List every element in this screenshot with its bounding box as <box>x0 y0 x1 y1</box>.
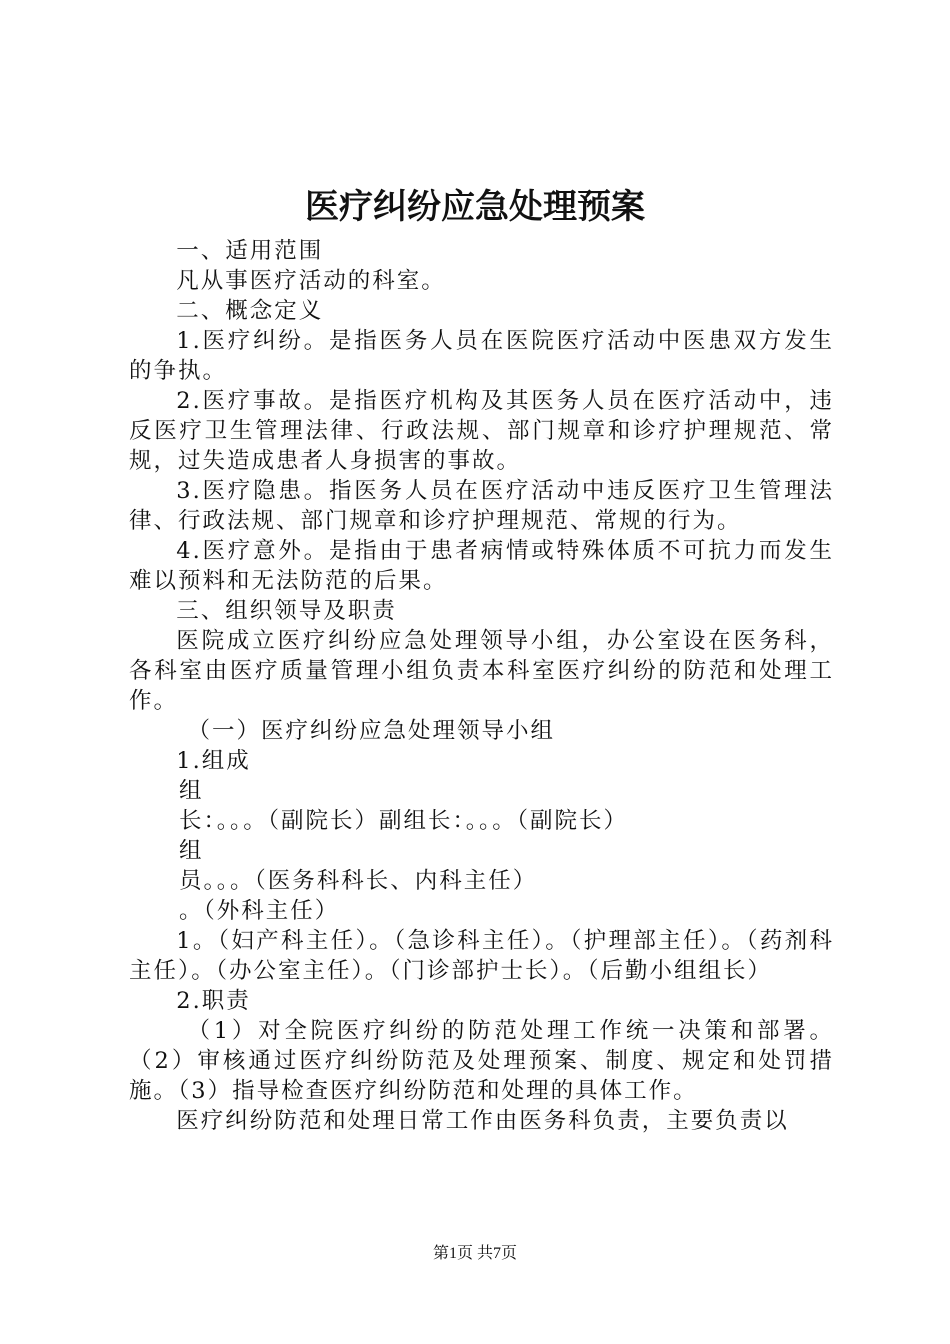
paragraph: （一）医疗纠纷应急处理领导小组 <box>187 718 556 744</box>
page-number: 第1页 共7页 <box>432 1245 517 1262</box>
paragraph: 员。。。（医务科科长、内科主任） <box>179 868 538 894</box>
paragraph: 1。（妇产科主任）。（急诊科主任）。（护理部主任）。（药剂科主任）。（办公室主任）。（门诊部护士长）。（后勤小组组长） <box>129 928 834 984</box>
paragraph: 医院成立医疗纠纷应急处理领导小组，办公室设在医务科，各科室由医疗质量管理小组负责本科室医疗纠纷的防范和处理工作。 <box>129 628 834 714</box>
paragraph: 组 <box>179 778 204 804</box>
paragraph: （1）对全院医疗纠纷的防范处理工作统一决策和部署。（2）审核通过医疗纠纷防范及处理预案、制度、规定和处罚措施。（3）指导检查医疗纠纷防范和处理的具体工作。 <box>129 1018 834 1104</box>
paragraph: 医疗纠纷防范和处理日常工作由医务科负责，主要负责以 <box>176 1108 789 1134</box>
paragraph: 2.职责 <box>176 988 251 1014</box>
paragraph: 。（外科主任） <box>179 898 340 924</box>
paragraph: 组 <box>179 838 204 864</box>
document-title: 医疗纠纷应急处理预案 <box>305 187 645 227</box>
document-body <box>129 236 834 1136</box>
paragraph: 一、适用范围 <box>176 238 324 264</box>
paragraph: 三、组织领导及职责 <box>176 598 397 624</box>
paragraph: 长：。。。（副院长）副组长：。。。（副院长） <box>179 808 629 834</box>
paragraph: 1.组成 <box>176 748 251 774</box>
paragraph: 凡从事医疗活动的科室。 <box>176 268 446 294</box>
paragraph: 二、概念定义 <box>176 298 324 324</box>
paragraph: 1.医疗纠纷。是指医务人员在医院医疗活动中医患双方发生的争执。 <box>129 328 834 384</box>
paragraph: 2.医疗事故。是指医疗机构及其医务人员在医疗活动中，违反医疗卫生管理法律、行政法规、部门规章和诊疗护理规范、常规，过失造成患者人身损害的事故。 <box>129 388 834 474</box>
paragraph: 4.医疗意外。是指由于患者病情或特殊体质不可抗力而发生难以预料和无法防范的后果。 <box>129 538 834 594</box>
paragraph: 3.医疗隐患。指医务人员在医疗活动中违反医疗卫生管理法律、行政法规、部门规章和诊疗护理规范、常规的行为。 <box>129 478 834 534</box>
